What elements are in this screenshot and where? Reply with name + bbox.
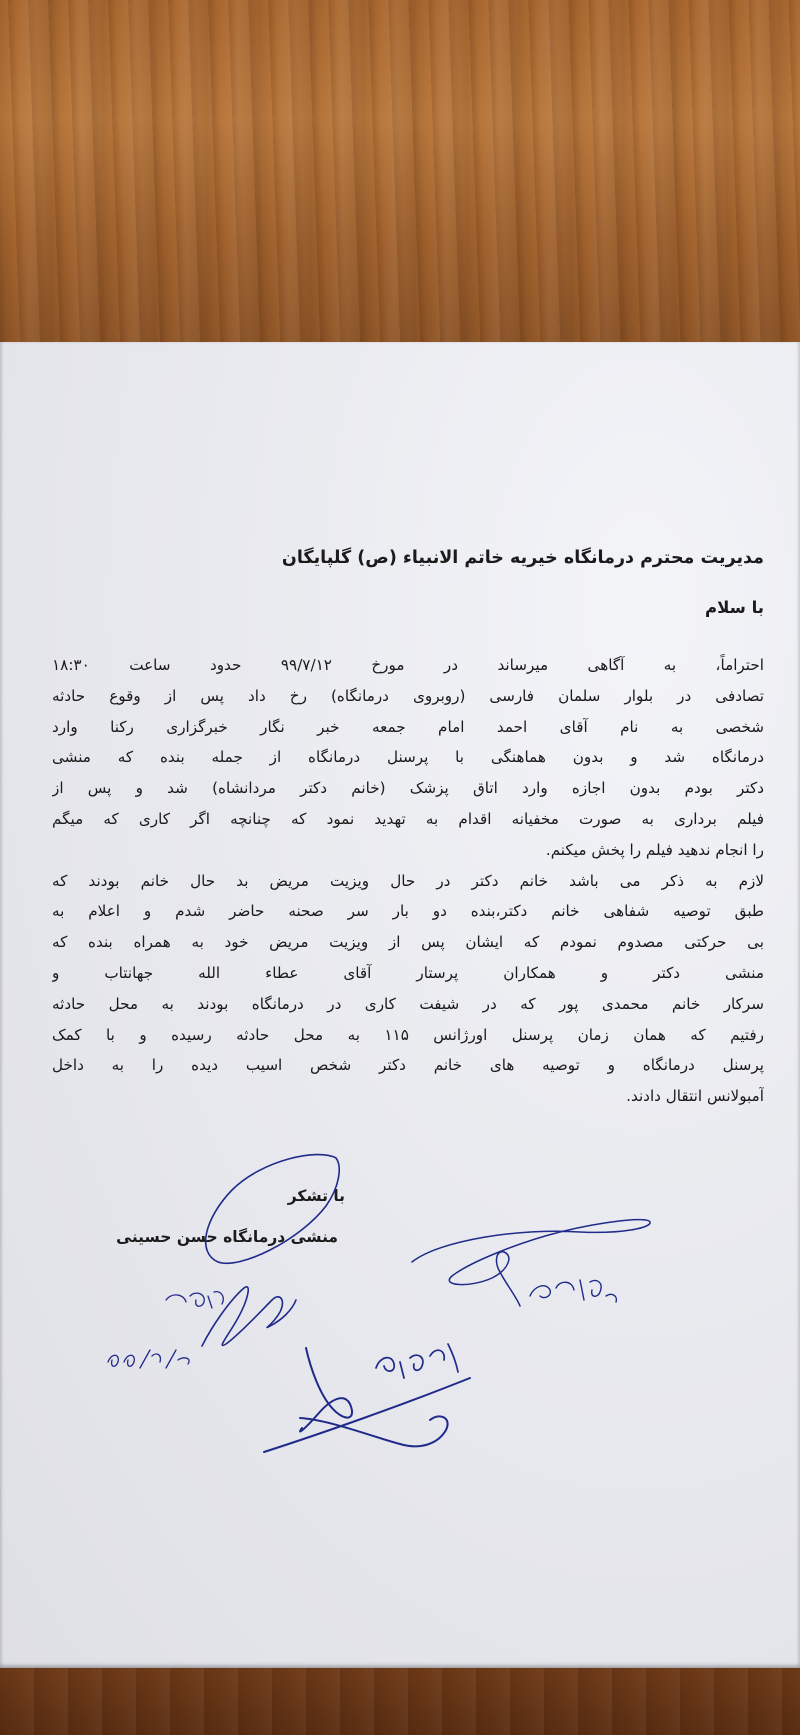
body-line: درمانگاه شد و بدون هماهنگی با پرسنل درمانگاه از جمله بنده که منشی — [52, 748, 764, 767]
body-line: شخصی به نام آقای احمد امام جمعه خبر نگار خبرگزاری رکنا وارد — [52, 717, 764, 736]
body-line: احتراماً، به آگاهی میرساند در مورخ ۹۹/۷/۱۲ حدود ساعت ۱۸:۳۰ — [52, 656, 764, 674]
closing-thanks: با تشکر — [287, 1187, 345, 1205]
wood-table-bottom — [0, 1668, 800, 1735]
body-line: تصادفی در بلوار سلمان فارسی (روبروی درمانگاه) رخ داد پس از وقوع حادثه — [52, 686, 764, 705]
body-line: طبق توصیه شفاهی خانم دکتر،بنده دو بار سر صحنه حاضر شدم و اعلام به — [52, 902, 764, 921]
body-line: منشی دکتر و همکاران پرستار آقای عطاء الله جهانتاب و — [52, 963, 764, 982]
body-line: بی حرکتی مصدوم نمودم که ایشان پس از ویزیت مریض خود به همراه بنده که — [52, 933, 764, 952]
body-line: پرسنل درمانگاه و توصیه های خانم دکتر شخص اسیب دیده را به داخل — [52, 1056, 764, 1075]
body-line: سرکار خانم محمدی پور که در شیفت کاری در درمانگاه بودند به محل حادثه — [52, 994, 764, 1013]
body-line: لازم به ذکر می باشد خانم دکتر در حال ویزیت مریض بد حال خانم بودند که — [52, 871, 764, 890]
letter-heading: مدیریت محترم درمانگاه خیریه خاتم الانبیاء (ص) گلپایگان — [281, 548, 764, 568]
body-line: دکتر بودم بدون اجازه وارد اتاق پزشک (خانم دکتر مردانشاه) شد و پس از — [52, 779, 764, 798]
letter-salutation: با سلام — [705, 598, 764, 617]
wood-table-top — [0, 0, 800, 342]
body-line: فیلم برداری به صورت مخفیانه اقدام به تهدید نمود که چنانچه اگر کاری که میگم — [52, 809, 764, 828]
closing-signer: منشی درمانگاه حسن حسینی — [116, 1228, 338, 1246]
letter-body — [52, 650, 764, 1112]
body-line: آمبولانس انتقال دادند. — [626, 1087, 764, 1106]
body-line: را انجام ندهید فیلم را پخش میکنم. — [545, 840, 764, 859]
body-line: رفتیم که همان زمان پرسنل اورژانس ۱۱۵ به محل حادثه رسیده و با کمک — [52, 1025, 764, 1044]
